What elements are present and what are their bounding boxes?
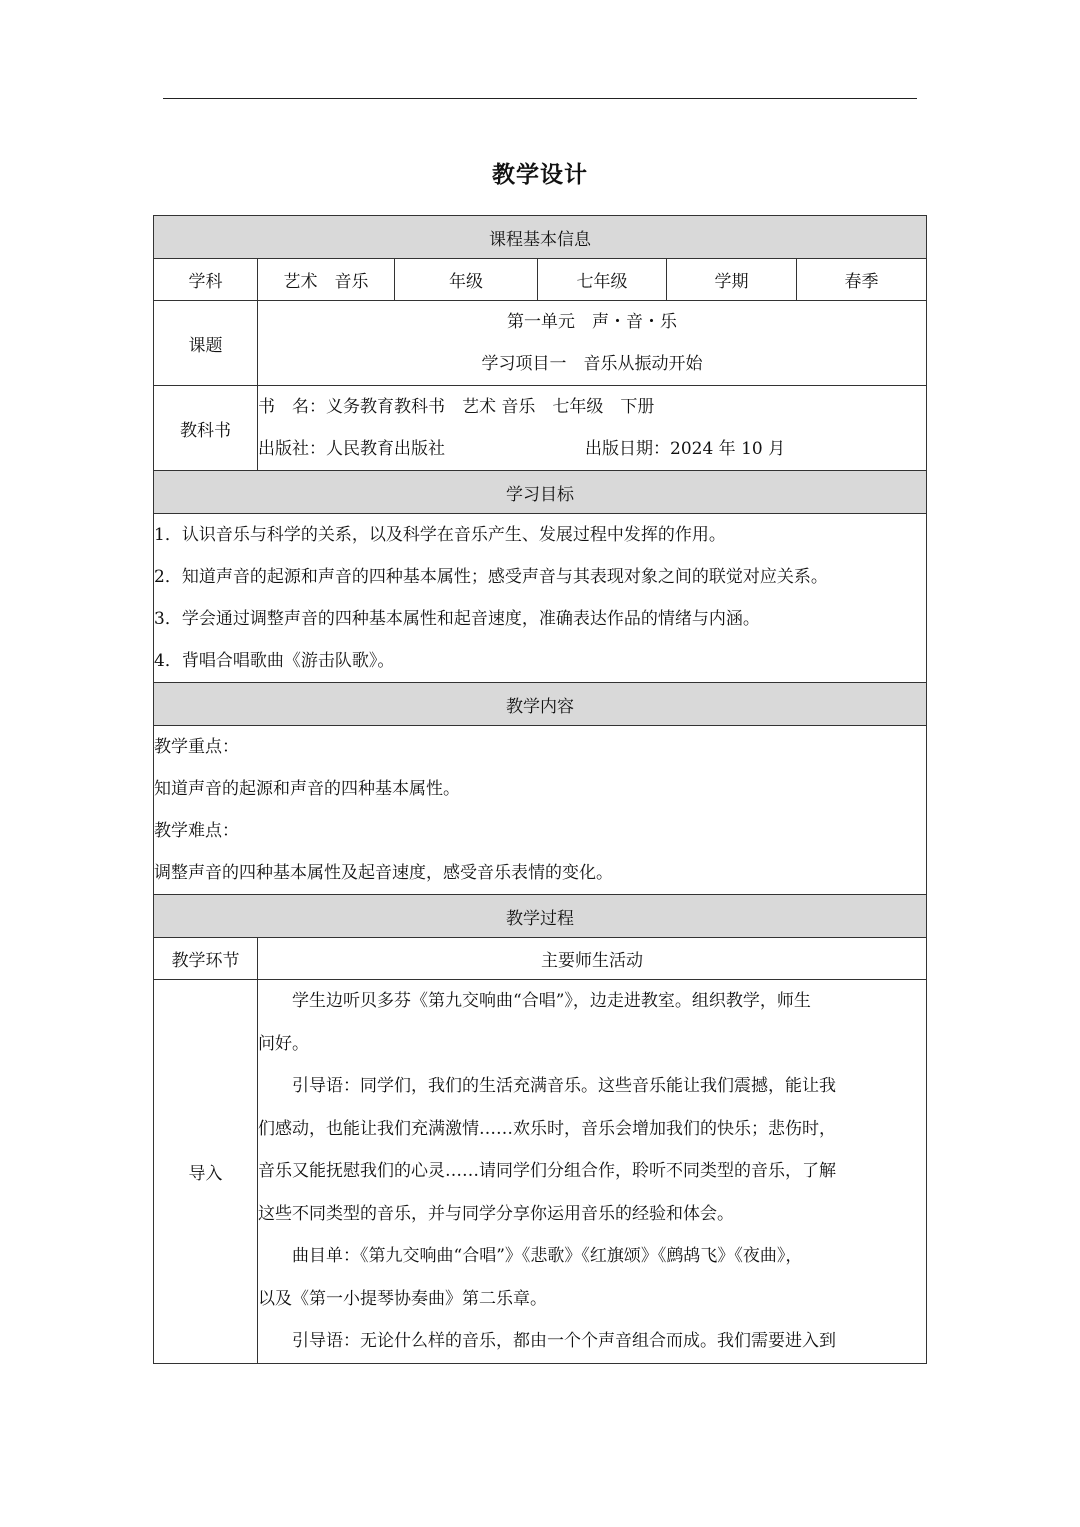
activity-line: 这些不同类型的音乐，并与同学分享你运用音乐的经验和体会。: [258, 1203, 734, 1224]
activity-line: 们感动，也能让我们充满激情……欢乐时，音乐会增加我们的快乐；悲伤时，: [258, 1118, 836, 1139]
lesson-plan-table: [153, 215, 927, 1364]
textbook-label: 教科书: [154, 386, 258, 471]
topic-label: 课题: [154, 301, 258, 386]
activity-line: 以及《第一小提琴协奏曲》第二乐章。: [258, 1288, 547, 1309]
difficulty-label: 教学难点：: [154, 821, 239, 841]
publish-date: 出版日期：2024 年 10 月: [585, 439, 786, 459]
objective-item: 2．知道声音的起源和声音的四种基本属性；感受声音与其表现对象之间的联觉对应关系。: [154, 567, 828, 587]
textbook-cell: [258, 386, 927, 471]
grade-value: 七年级: [538, 259, 667, 301]
activity-cell: [258, 980, 927, 1364]
document-title: 教学设计: [492, 161, 588, 188]
difficulty-text: 调整声音的四种基本属性及起音速度，感受音乐表情的变化。: [154, 863, 613, 883]
stage-intro: 导入: [154, 980, 258, 1364]
grade-label: 年级: [395, 259, 538, 301]
activity-line: 引导语：无论什么样的音乐，都由一个个声音组合而成。我们需要进入到: [258, 1331, 836, 1351]
objective-item: 3．学会通过调整声音的四种基本属性和起音速度，准确表达作品的情绪与内涵。: [154, 609, 760, 629]
topic-cell: [258, 301, 927, 386]
activity-line: 问好。: [258, 1033, 309, 1054]
key-point-text: 知道声音的起源和声音的四种基本属性。: [154, 779, 460, 799]
topic-unit: 第一单元 声・音・乐: [507, 312, 678, 332]
section-basic-info: 课程基本信息: [154, 216, 927, 259]
activity-line: 引导语：同学们，我们的生活充满音乐。这些音乐能让我们震撼，能让我: [258, 1076, 836, 1096]
content-cell: [154, 726, 927, 895]
term-label: 学期: [667, 259, 797, 301]
activity-line: 学生边听贝多芬《第九交响曲“合唱”》，边走进教室。组织教学，师生: [258, 991, 811, 1011]
objective-item: 1．认识音乐与科学的关系，以及科学在音乐产生、发展过程中发挥的作用。: [154, 525, 726, 545]
header-rule: [163, 98, 917, 99]
section-objectives: 学习目标: [154, 471, 927, 514]
stage-column-header: 教学环节: [154, 938, 258, 980]
objectives-cell: [154, 514, 927, 683]
term-value: 春季: [797, 259, 927, 301]
objective-item: 4．背唱合唱歌曲《游击队歌》。: [154, 651, 395, 671]
section-content: 教学内容: [154, 683, 927, 726]
activity-column-header: 主要师生活动: [258, 938, 927, 980]
publisher: 出版社：人民教育出版社: [258, 439, 445, 459]
topic-project: 学习项目一 音乐从振动开始: [481, 354, 703, 374]
activity-line: 音乐又能抚慰我们的心灵……请同学们分组合作，聆听不同类型的音乐，了解: [258, 1161, 836, 1181]
book-name: 书 名：义务教育教科书 艺术 音乐 七年级 下册: [258, 397, 655, 417]
activity-line: 曲目单：《第九交响曲“合唱”》《悲歌》《红旗颂》《鹧鸪飞》《夜曲》，: [258, 1246, 803, 1266]
subject-value: 艺术 音乐: [258, 259, 395, 301]
section-process: 教学过程: [154, 895, 927, 938]
publisher-row: [258, 428, 926, 470]
key-point-label: 教学重点：: [154, 737, 239, 757]
subject-label: 学科: [154, 259, 258, 301]
